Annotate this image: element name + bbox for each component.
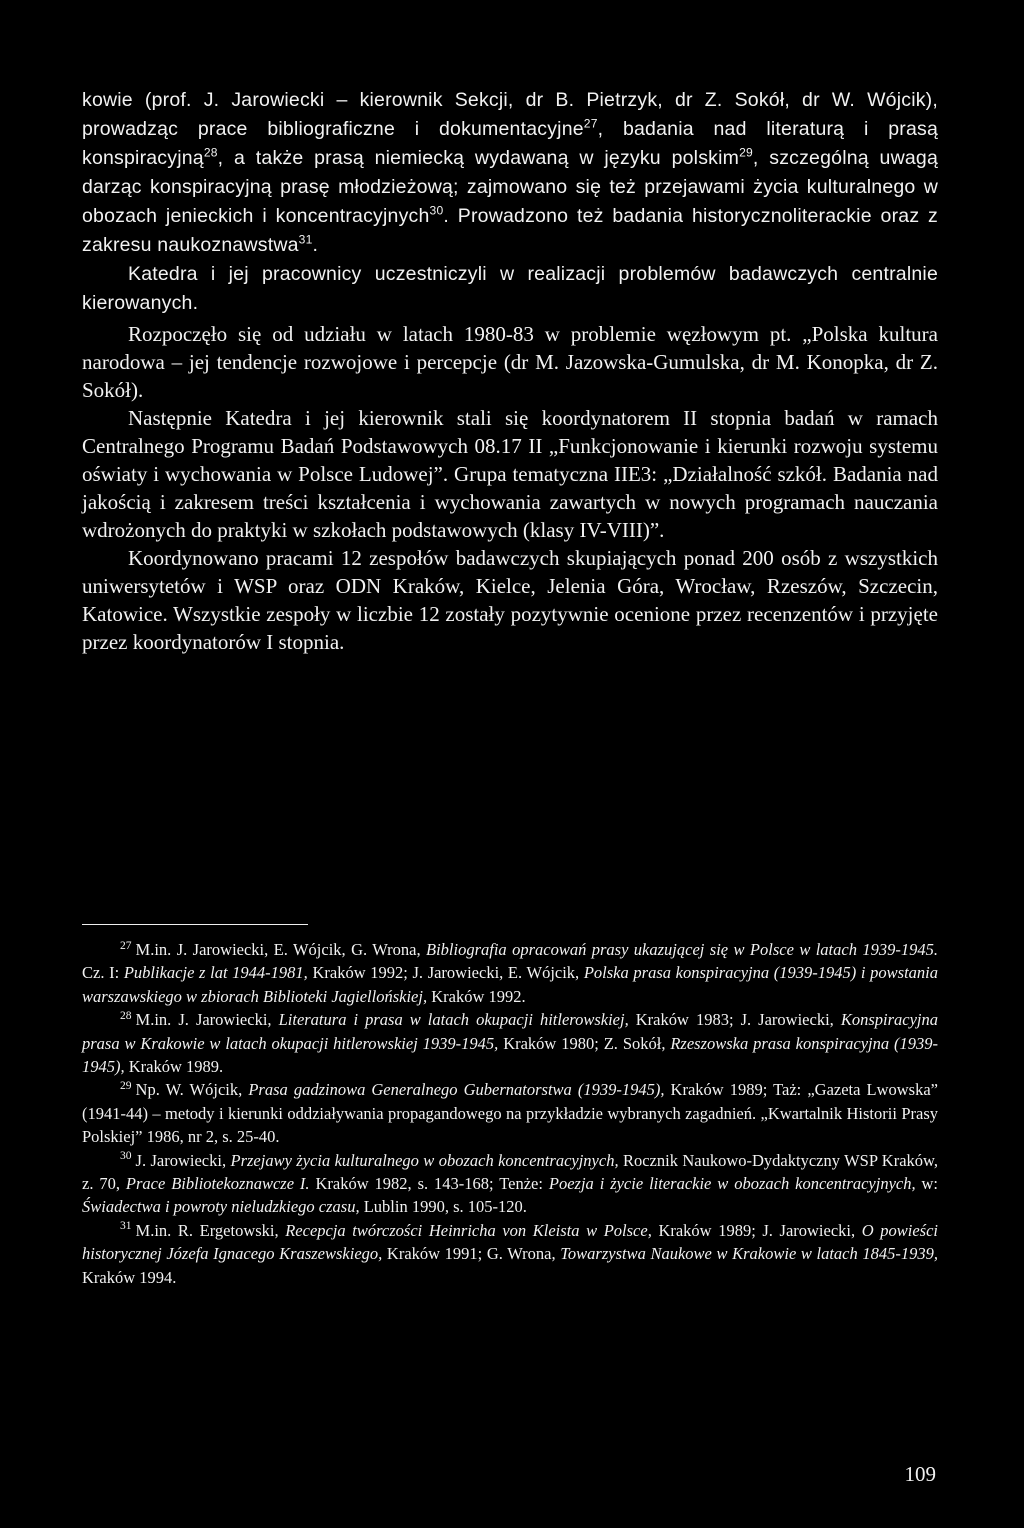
footnote-ref-29: 29 [739,145,753,160]
footnote-27 [82,938,938,1008]
text-run: Kraków 1992; J. Jarowiecki, E. Wójcik, [307,963,584,983]
italic-title: Bibliografia opracowań prasy ukazującej się w Polsce w latach 1939-1945. [426,940,938,959]
footnote-number: 29 [120,1079,132,1092]
paragraph-4: Następnie Katedra i jej kierownik stali się koordynatorem II stopnia badań w ramach Centralnego Programu Badań Podstawowych 08.17 II „Funkcjonowanie i kierunki rozwoju systemu oświaty i wychowania w Polsce Ludowej”. Grupa tematyczna IIE3: „Działalność szkół. Badania nad jakością i zakresem treści kształcenia i wychowania zawartych w nowych programach nauczania wdrożonych do praktyki w szkołach podstawowych (klasy IV-VIII)”. [82,406,938,542]
footnote-separator [82,924,308,925]
footnote-number: 27 [120,939,132,952]
italic-title: Recepcja twórczości Heinricha von Kleista w Polsce, [285,1220,652,1240]
italic-title: Publikacje z lat 1944-1981, [123,963,308,983]
footnote-number: 31 [120,1220,132,1233]
text-run: Kraków 1989; Taż: „Gazeta Lwowska” (1941-44) – metody i kierunki oddziaływania propagandowego na przykładzie wybranych zagadnień. „Kwartalnik Historii Prasy Polskiej” 1986, nr 2, s. 25-40. [82,1080,938,1147]
footnote-28 [82,1008,938,1078]
text-run: Cz. I: [82,963,124,983]
text-run: Kraków 1980; Z. Sokół, [498,1033,671,1053]
page-number: 109 [904,1462,936,1486]
text-run: M.in. J. Jarowiecki, E. Wójcik, G. Wrona, [135,940,426,959]
italic-title: Świadectwa i powroty nieludzkiego czasu, [82,1197,360,1217]
paragraph-5: Koordynowano pracami 12 zespołów badawczych skupiających ponad 200 osób z wszystkich uniwersytetów i WSP oraz ODN Kraków, Kielce, Jelenia Góra, Wrocław, Rzeszów, Szczecin, Katowice. Wszystkie zespoły w liczbie 12 zostały pozytywnie ocenione przez recenzentów i przyjęte przez koordynatorów I stopnia. [82,546,938,654]
text-run: Kraków 1994. [82,1267,177,1287]
italic-title: Prace Bibliotekoznawcze I. [125,1174,310,1194]
text-run: J. Jarowiecki, [135,1150,231,1170]
italic-title: Prasa gadzinowa Generalnego Gubernatorstwa (1939-1945), [248,1080,665,1100]
italic-title: Konspiracyjna prasa w Krakowie w latach okupacji hitlerowskiej 1939-1945, [82,1010,938,1053]
text-run: Rocznik Naukowo-Dydaktyczny WSP Kraków, z. 70, [82,1150,938,1194]
paragraph-3: Rozpoczęło się od udziału w latach 1980-83 w problemie węzłowym pt. „Polska kultura narodowa – jej tendencje rozwojowe i percepcje (dr M. Jazowska-Gumulska, dr M. Konopka, dr Z. Sokół). [82,322,938,402]
main-text [82,86,938,656]
footnote-29 [82,1078,938,1148]
text-run: M.in. R. Ergetowski, [135,1220,286,1240]
footnote-30 [82,1149,938,1219]
footnote-number: 28 [120,1009,132,1022]
text-run: , szczególną uwagą darząc konspiracyjną prasę młodzieżową; zajmowano się też przejawami życia kulturalnego w obozach jenieckich i koncentracyjnych [82,147,939,227]
italic-title: Przejawy życia kulturalnego w obozach koncentracyjnych, [230,1150,619,1170]
italic-title: O powieści historycznej Józefa Ignacego Kraszewskiego, [82,1220,938,1264]
text-run: , badania nad literaturą i prasą konspiracyjną [82,118,938,169]
text-run: , a także prasą niemiecką wydawaną w języku polskim [217,147,740,169]
text-run: M.in. J. Jarowiecki, [135,1010,279,1030]
paragraph-1 [82,86,938,260]
text-run: Np. W. Wójcik, [135,1080,249,1100]
italic-title: Polska prasa konspiracyjna (1939-1945) i powstania warszawskiego w zbiorach Biblioteki Jagiellońskiej, [82,963,938,1006]
text-run: Kraków 1991; G. Wrona, [382,1244,561,1264]
italic-title: Literatura i prasa w latach okupacji hitlerowskiej, [278,1010,629,1030]
footnote-number: 30 [120,1150,132,1163]
text-run: Kraków 1989. [124,1057,224,1077]
footnote-ref-30: 30 [429,203,444,218]
footnote-ref-28: 28 [203,145,218,160]
italic-title: Towarzystwa Naukowe w Krakowie w latach 1845-1939, [560,1244,939,1264]
footnote-ref-27: 27 [583,116,598,131]
text-run: Kraków 1989; J. Jarowiecki, [651,1220,862,1240]
text-run: . [312,234,319,256]
paragraph-2: Katedra i jej pracownicy uczestniczyli w realizacji problemów badawczych centralnie kierowanych. [82,263,938,314]
footnote-ref-31: 31 [298,232,313,247]
text-run: w: [915,1174,939,1194]
text-run: Kraków 1983; J. Jarowiecki, [628,1010,841,1030]
italic-title: Poezja i życie literackie w obozach koncentracyjnych, [548,1174,916,1194]
footnote-31 [82,1219,938,1289]
text-run: Kraków 1982, s. 143-168; Tenże: [309,1174,549,1194]
italic-title: Rzeszowska prasa konspiracyjna (1939-1945), [82,1033,938,1077]
text-run: kowie (prof. J. Jarowiecki – kierownik Sekcji, dr B. Pietrzyk, dr Z. Sokół, dr W. Wójcik), prowadząc prace bibliograficzne i dokumentacyjne [82,89,938,140]
text-run: . Prowadzono też badania historycznoliterackie oraz z zakresu naukoznawstwa [82,205,939,256]
text-run: Kraków 1992. [427,986,526,1006]
text-run: Lublin 1990, s. 105-120. [359,1197,527,1217]
footnotes [82,938,938,1289]
